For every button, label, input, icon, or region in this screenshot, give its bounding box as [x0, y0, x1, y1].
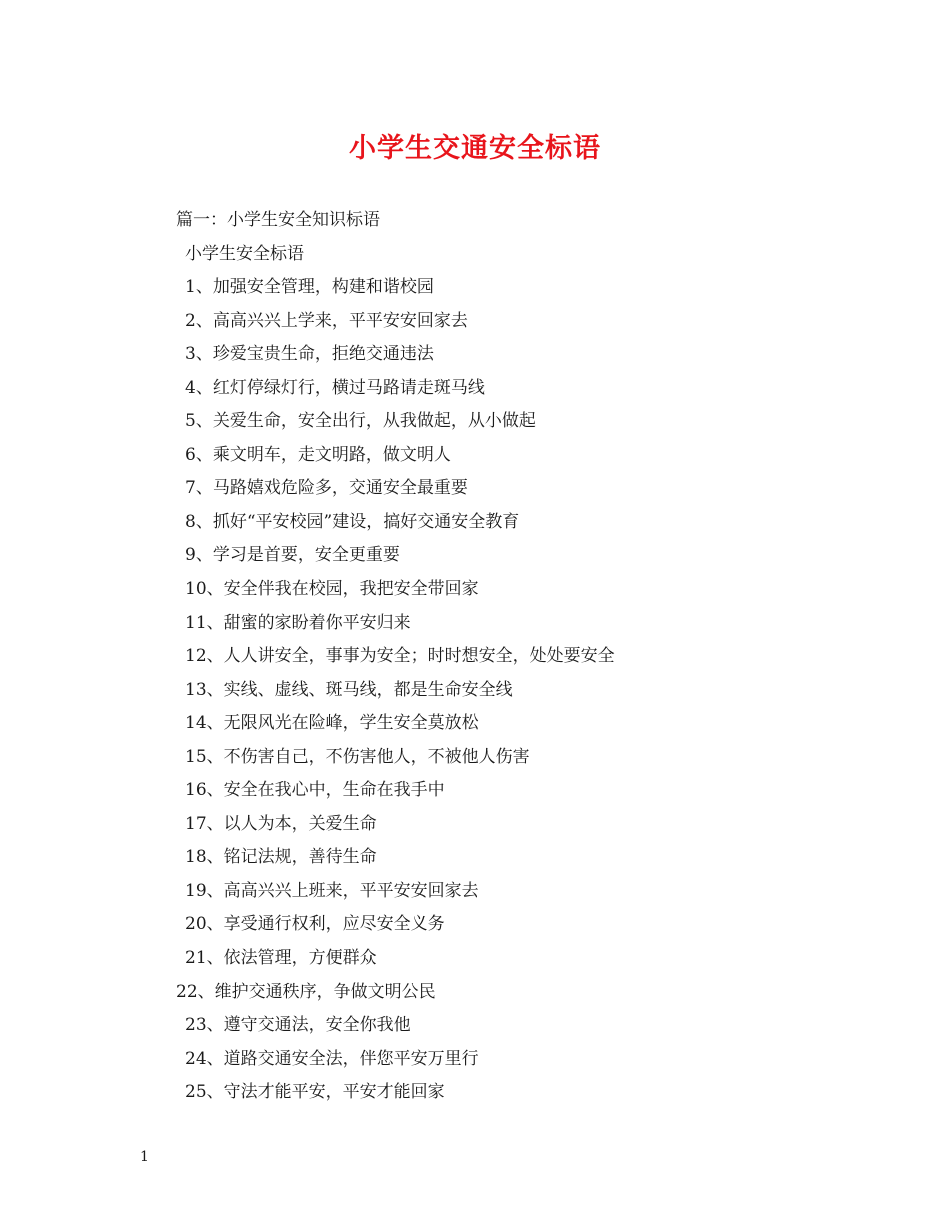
list-item: 12、人人讲安全，事事为安全；时时想安全，处处要安全 — [185, 646, 615, 667]
section-heading: 篇一：小学生安全知识标语 — [176, 210, 380, 230]
document-body — [176, 204, 876, 1110]
list-item: 7、马路嬉戏危险多，交通安全最重要 — [185, 478, 468, 499]
list-item: 14、无限风光在险峰，学生安全莫放松 — [185, 713, 479, 734]
list-item: 24、道路交通安全法，伴您平安万里行 — [185, 1048, 479, 1069]
list-item: 4、红灯停绿灯行，横过马路请走斑马线 — [185, 377, 485, 398]
list-item: 23、遵守交通法，安全你我他 — [185, 1015, 411, 1036]
list-item: 18、铭记法规，善待生命 — [185, 847, 377, 868]
list-item: 10、安全伴我在校园，我把安全带回家 — [185, 579, 479, 600]
list-item: 15、不伤害自己，不伤害他人，不被他人伤害 — [185, 746, 530, 767]
list-item: 17、以人为本，关爱生命 — [185, 813, 377, 834]
list-item: 6、乘文明车，走文明路，做文明人 — [185, 444, 451, 465]
list-item: 19、高高兴兴上班来，平平安安回家去 — [185, 880, 479, 901]
list-item: 21、依法管理，方便群众 — [185, 948, 377, 969]
list-item: 13、实线、虚线、斑马线，都是生命安全线 — [185, 679, 513, 700]
document-title: 小学生交通安全标语 — [349, 133, 601, 164]
list-item: 16、安全在我心中，生命在我手中 — [185, 780, 445, 801]
page-number: 1 — [140, 1149, 149, 1165]
list-item: 25、守法才能平安，平安才能回家 — [185, 1082, 445, 1103]
list-item: 9、学习是首要，安全更重要 — [185, 545, 400, 566]
list-item: 11、甜蜜的家盼着你平安归来 — [185, 612, 411, 633]
list-item: 22、维护交通秩序，争做文明公民 — [176, 981, 436, 1002]
subheading: 小学生安全标语 — [185, 243, 304, 264]
list-item: 8、抓好“平安校园”建设，搞好交通安全教育 — [185, 511, 520, 532]
list-item: 5、关爱生命，安全出行，从我做起，从小做起 — [185, 411, 536, 432]
list-item: 3、珍爱宝贵生命，拒绝交通违法 — [185, 344, 434, 365]
list-item: 20、享受通行权利，应尽安全义务 — [185, 914, 445, 935]
list-item: 2、高高兴兴上学来，平平安安回家去 — [185, 310, 468, 331]
list-item: 1、加强安全管理，构建和谐校园 — [185, 277, 434, 298]
